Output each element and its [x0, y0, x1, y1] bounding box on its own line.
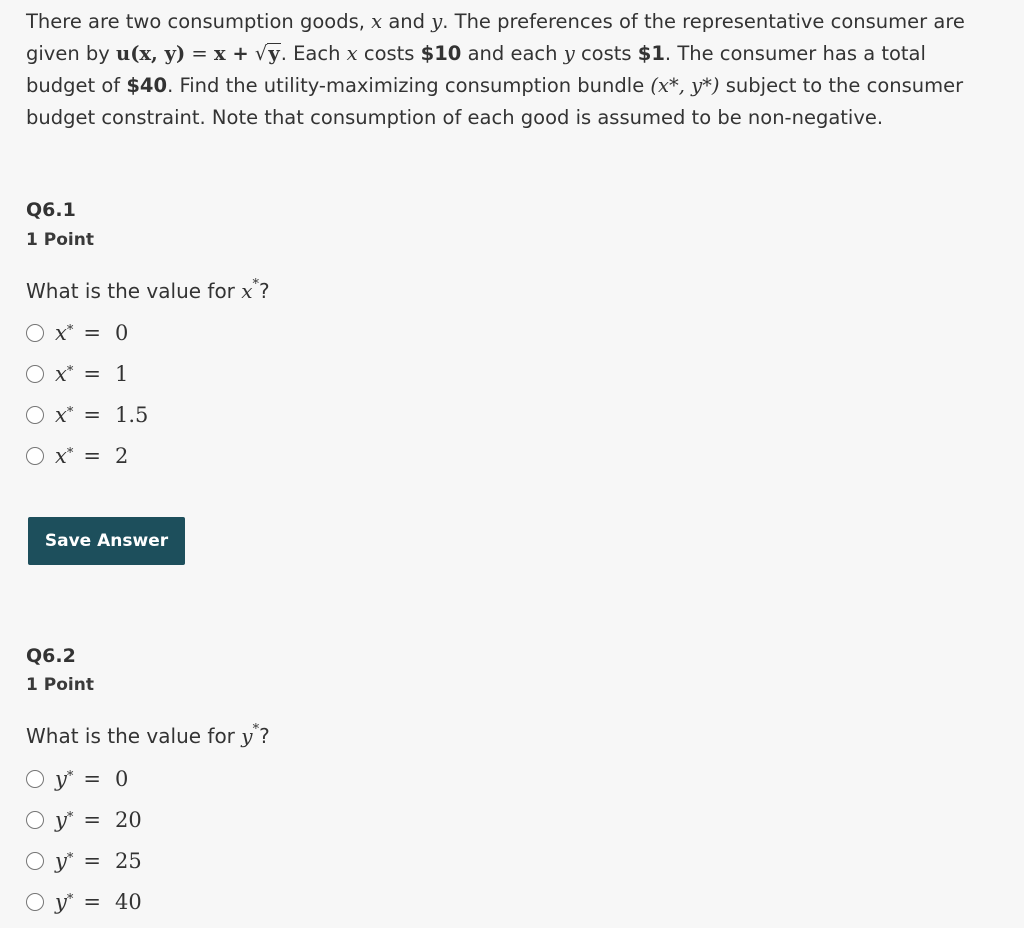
- intro-text: costs: [363, 42, 415, 65]
- prompt-var: x: [241, 279, 253, 303]
- equals-sign: =: [83, 402, 101, 427]
- question-mark: ?: [259, 279, 270, 303]
- option-var: x: [55, 320, 67, 345]
- radio-button[interactable]: [26, 893, 44, 911]
- var-x: x: [346, 42, 358, 65]
- question-number: Q6.1: [26, 199, 76, 221]
- answer-options: [26, 758, 142, 922]
- equals-sign: =: [83, 807, 101, 832]
- utility-function: u(x, y): [116, 42, 186, 65]
- option-x-1[interactable]: x * = 1: [26, 353, 148, 394]
- intro-text: and each: [467, 42, 558, 65]
- budget-amount: $40: [126, 74, 168, 97]
- price-x: $10: [420, 42, 462, 65]
- option-y-25[interactable]: y * = 25: [26, 840, 142, 881]
- sqrt-sign: √: [254, 42, 268, 65]
- option-value: 25: [114, 848, 142, 873]
- option-var: y: [55, 889, 67, 914]
- radio-button[interactable]: [26, 365, 44, 383]
- intro-text: . The consumer has a total budget of: [26, 42, 926, 97]
- option-var: y: [55, 807, 67, 832]
- star: *: [252, 277, 260, 293]
- optimal-bundle: (x*, y*): [650, 74, 720, 97]
- question-prompt: [26, 279, 270, 303]
- prompt-text: What is the value for: [26, 279, 235, 303]
- question-mark: ?: [259, 724, 270, 748]
- option-value: 20: [114, 807, 142, 832]
- prompt-var: y: [241, 724, 253, 748]
- option-x-2[interactable]: x * = 2: [26, 435, 148, 476]
- answer-options: [26, 312, 148, 476]
- star: *: [252, 722, 260, 738]
- equals-sign: =: [83, 766, 101, 791]
- option-var: y: [55, 766, 67, 791]
- prompt-text: What is the value for: [26, 724, 235, 748]
- intro-text: . The preferences of the representative consumer are given by: [26, 10, 965, 65]
- option-var: x: [55, 361, 67, 386]
- radio-button[interactable]: [26, 852, 44, 870]
- radio-button[interactable]: [26, 811, 44, 829]
- utility-linear-term: x +: [213, 42, 249, 65]
- radio-button[interactable]: [26, 770, 44, 788]
- question-points: 1 Point: [26, 230, 94, 250]
- equals-sign: =: [191, 42, 208, 65]
- intro-text: . Each: [280, 42, 341, 65]
- option-var: x: [55, 443, 67, 468]
- radio-button[interactable]: [26, 447, 44, 465]
- intro-text: . Find the utility-maximizing consumption bundle: [167, 74, 645, 97]
- equals-sign: =: [83, 443, 101, 468]
- question-points: 1 Point: [26, 675, 94, 695]
- option-var: x: [55, 402, 67, 427]
- equals-sign: =: [83, 320, 101, 345]
- save-answer-button[interactable]: Save Answer: [28, 517, 185, 565]
- option-x-1.5[interactable]: x * = 1.5: [26, 394, 148, 435]
- sqrt-argument: y: [268, 42, 280, 65]
- intro-text: There are two consumption goods,: [26, 10, 365, 33]
- var-x: x: [371, 10, 383, 33]
- question-number: Q6.2: [26, 645, 76, 667]
- intro-text: subject to the consumer budget constraint. Note that consumption of each good is assumed to be non-negative.: [26, 74, 964, 129]
- radio-button[interactable]: [26, 406, 44, 424]
- var-y: y: [563, 42, 575, 65]
- option-y-0[interactable]: y * = 0: [26, 758, 142, 799]
- equals-sign: =: [83, 848, 101, 873]
- option-value: 1: [114, 361, 129, 386]
- equals-sign: =: [83, 889, 101, 914]
- problem-statement: [26, 6, 998, 134]
- intro-text: and: [388, 10, 426, 33]
- intro-text: costs: [580, 42, 632, 65]
- var-y: y: [431, 10, 443, 33]
- equals-sign: =: [83, 361, 101, 386]
- question-prompt: [26, 724, 270, 748]
- option-value: 1.5: [114, 402, 149, 427]
- option-value: 40: [114, 889, 142, 914]
- price-y: $1: [637, 42, 665, 65]
- radio-button[interactable]: [26, 324, 44, 342]
- option-x-0[interactable]: x * = 0: [26, 312, 148, 353]
- option-y-40[interactable]: y * = 40: [26, 881, 142, 922]
- option-value: 2: [114, 443, 129, 468]
- option-value: 0: [114, 320, 129, 345]
- option-var: y: [55, 848, 67, 873]
- option-value: 0: [114, 766, 129, 791]
- option-y-20[interactable]: y * = 20: [26, 799, 142, 840]
